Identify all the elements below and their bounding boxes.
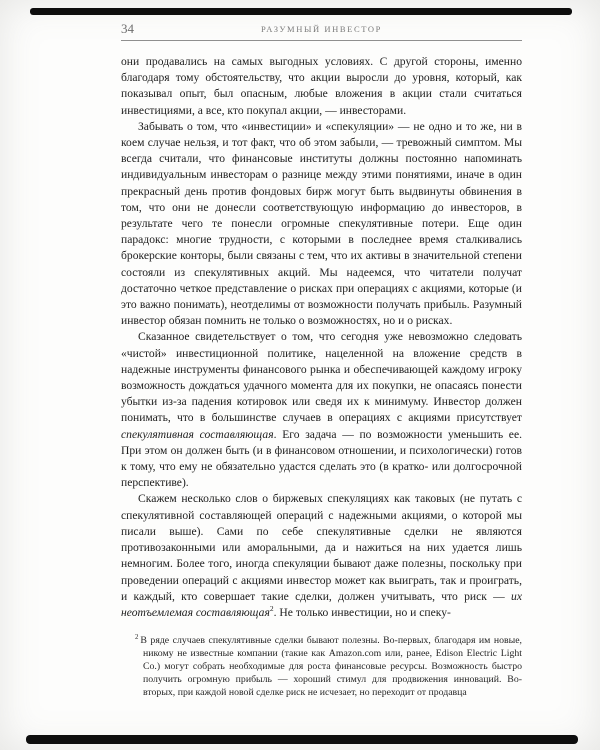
- footnote-paragraph: [135, 634, 522, 699]
- footnote-text: В ряде случаев спекулятивные сделки бывают полезны. Во-первых, благодаря им новые, никому не известные компании (такие как Amazon.com или, ранее, Edison Electric Light Co.) могут собрать необходимые для роста финансовые ресурсы. Возможность быстро получить огромную прибыль — хороший стимул для продвижения инноваций. Во-вторых, при каждой новой сделке риск не исчезает, но переходит от продавца: [140, 635, 522, 699]
- running-title: РАЗУМНЫЙ ИНВЕСТОР: [261, 24, 382, 34]
- paragraph: [121, 491, 522, 621]
- page-header: [121, 20, 522, 41]
- body-text: [121, 54, 522, 621]
- book-page: [121, 20, 522, 699]
- page-number: 34: [121, 21, 134, 36]
- scan-edge-top: [30, 8, 572, 15]
- footnote-marker: 2: [135, 633, 139, 641]
- scan-edge-bottom: [26, 735, 578, 744]
- text-run: Сказанное свидетельствует о том, что сегодня уже невозможно следовать «чистой» инвестиционной политике, нацеленной на вложение средств в надежные инструменты финансового рынка и обеспечивающей каждому игроку возможность дождаться удачного момента для их покупки, не опасаясь понести убытки из-за падения котировок или сведя их к минимуму. Инвестор должен понимать, что в большинстве случаев в операциях с акциями присутствует: [121, 330, 522, 425]
- text-run: . Не только инвестиции, но и спеку-: [273, 605, 451, 619]
- paragraph: [121, 54, 522, 119]
- text-run: 2: [269, 604, 274, 614]
- text-run: спекулятивная составляющая: [121, 427, 274, 441]
- text-run: . Его задача — по возможности уменьшить ее. При этом он должен быть (и в финансовом отношении, и психологически) готов к тому, что ему не обязательно удастся сделать это (в кратко- или долгосрочной перспективе).: [121, 427, 522, 490]
- text-run: Скажем несколько слов о биржевых спекуляциях как таковых (не путать с спекулятивной составляющей операций с надежными акциями, о которой мы писали выше). Сами по себе спекулятивные сделки не являются противозаконными или аморальными, да и нажиться на них удается лишь немногим. Более того, иногда спекуляции бывают даже полезны, поскольку при проведении операций с акциями инвестор может как выиграть, так и проиграть, и каждый, кто совершает такие сделки, должен учитывать, что риск —: [121, 492, 522, 603]
- paragraph: [121, 119, 522, 330]
- text-run: их неотъемлемая составляющая: [121, 589, 522, 619]
- text-run: Забывать о том, что «инвестиции» и «спекуляции» — не одно и то же, ни в коем случае нельзя, и тот факт, что об этом забыли, — тревожный симптом. Мы всегда считали, что финансовые институты должны постоянно напоминать индивидуальным инвесторам о разнице между этими понятиями, иначе в один прекрасный день против фондовых бирж могут быть выдвинуты обвинения в том, что они не донесли соответствующую информацию до инвесторов, в результате чего те понесли огромные спекулятивные потери. Еще один парадокс: многие трудности, с которыми в последнее время сталкивались брокерские конторы, были связаны с тем, что их активы в значительной степени состояли из спекулятивных акций. Мы надеемся, что читатели получат достаточно четкое представление о рисках при операциях с акциями, которые (и это важно понимать), неотделимы от возможности получать прибыль. Разумный инвестор обязан помнить не только о возможностях, но и о рисках.: [121, 119, 522, 328]
- footnote: [135, 634, 522, 699]
- text-run: они продавались на самых выгодных условиях. С другой стороны, именно благодаря тому обстоятельству, что акции выросли до уровня, который, как показывал опыт, был опасным, любые вложения в акции стали считаться инвестициями, а все, кто покупал акции, — инвесторами.: [121, 55, 522, 117]
- paragraph: [121, 329, 522, 491]
